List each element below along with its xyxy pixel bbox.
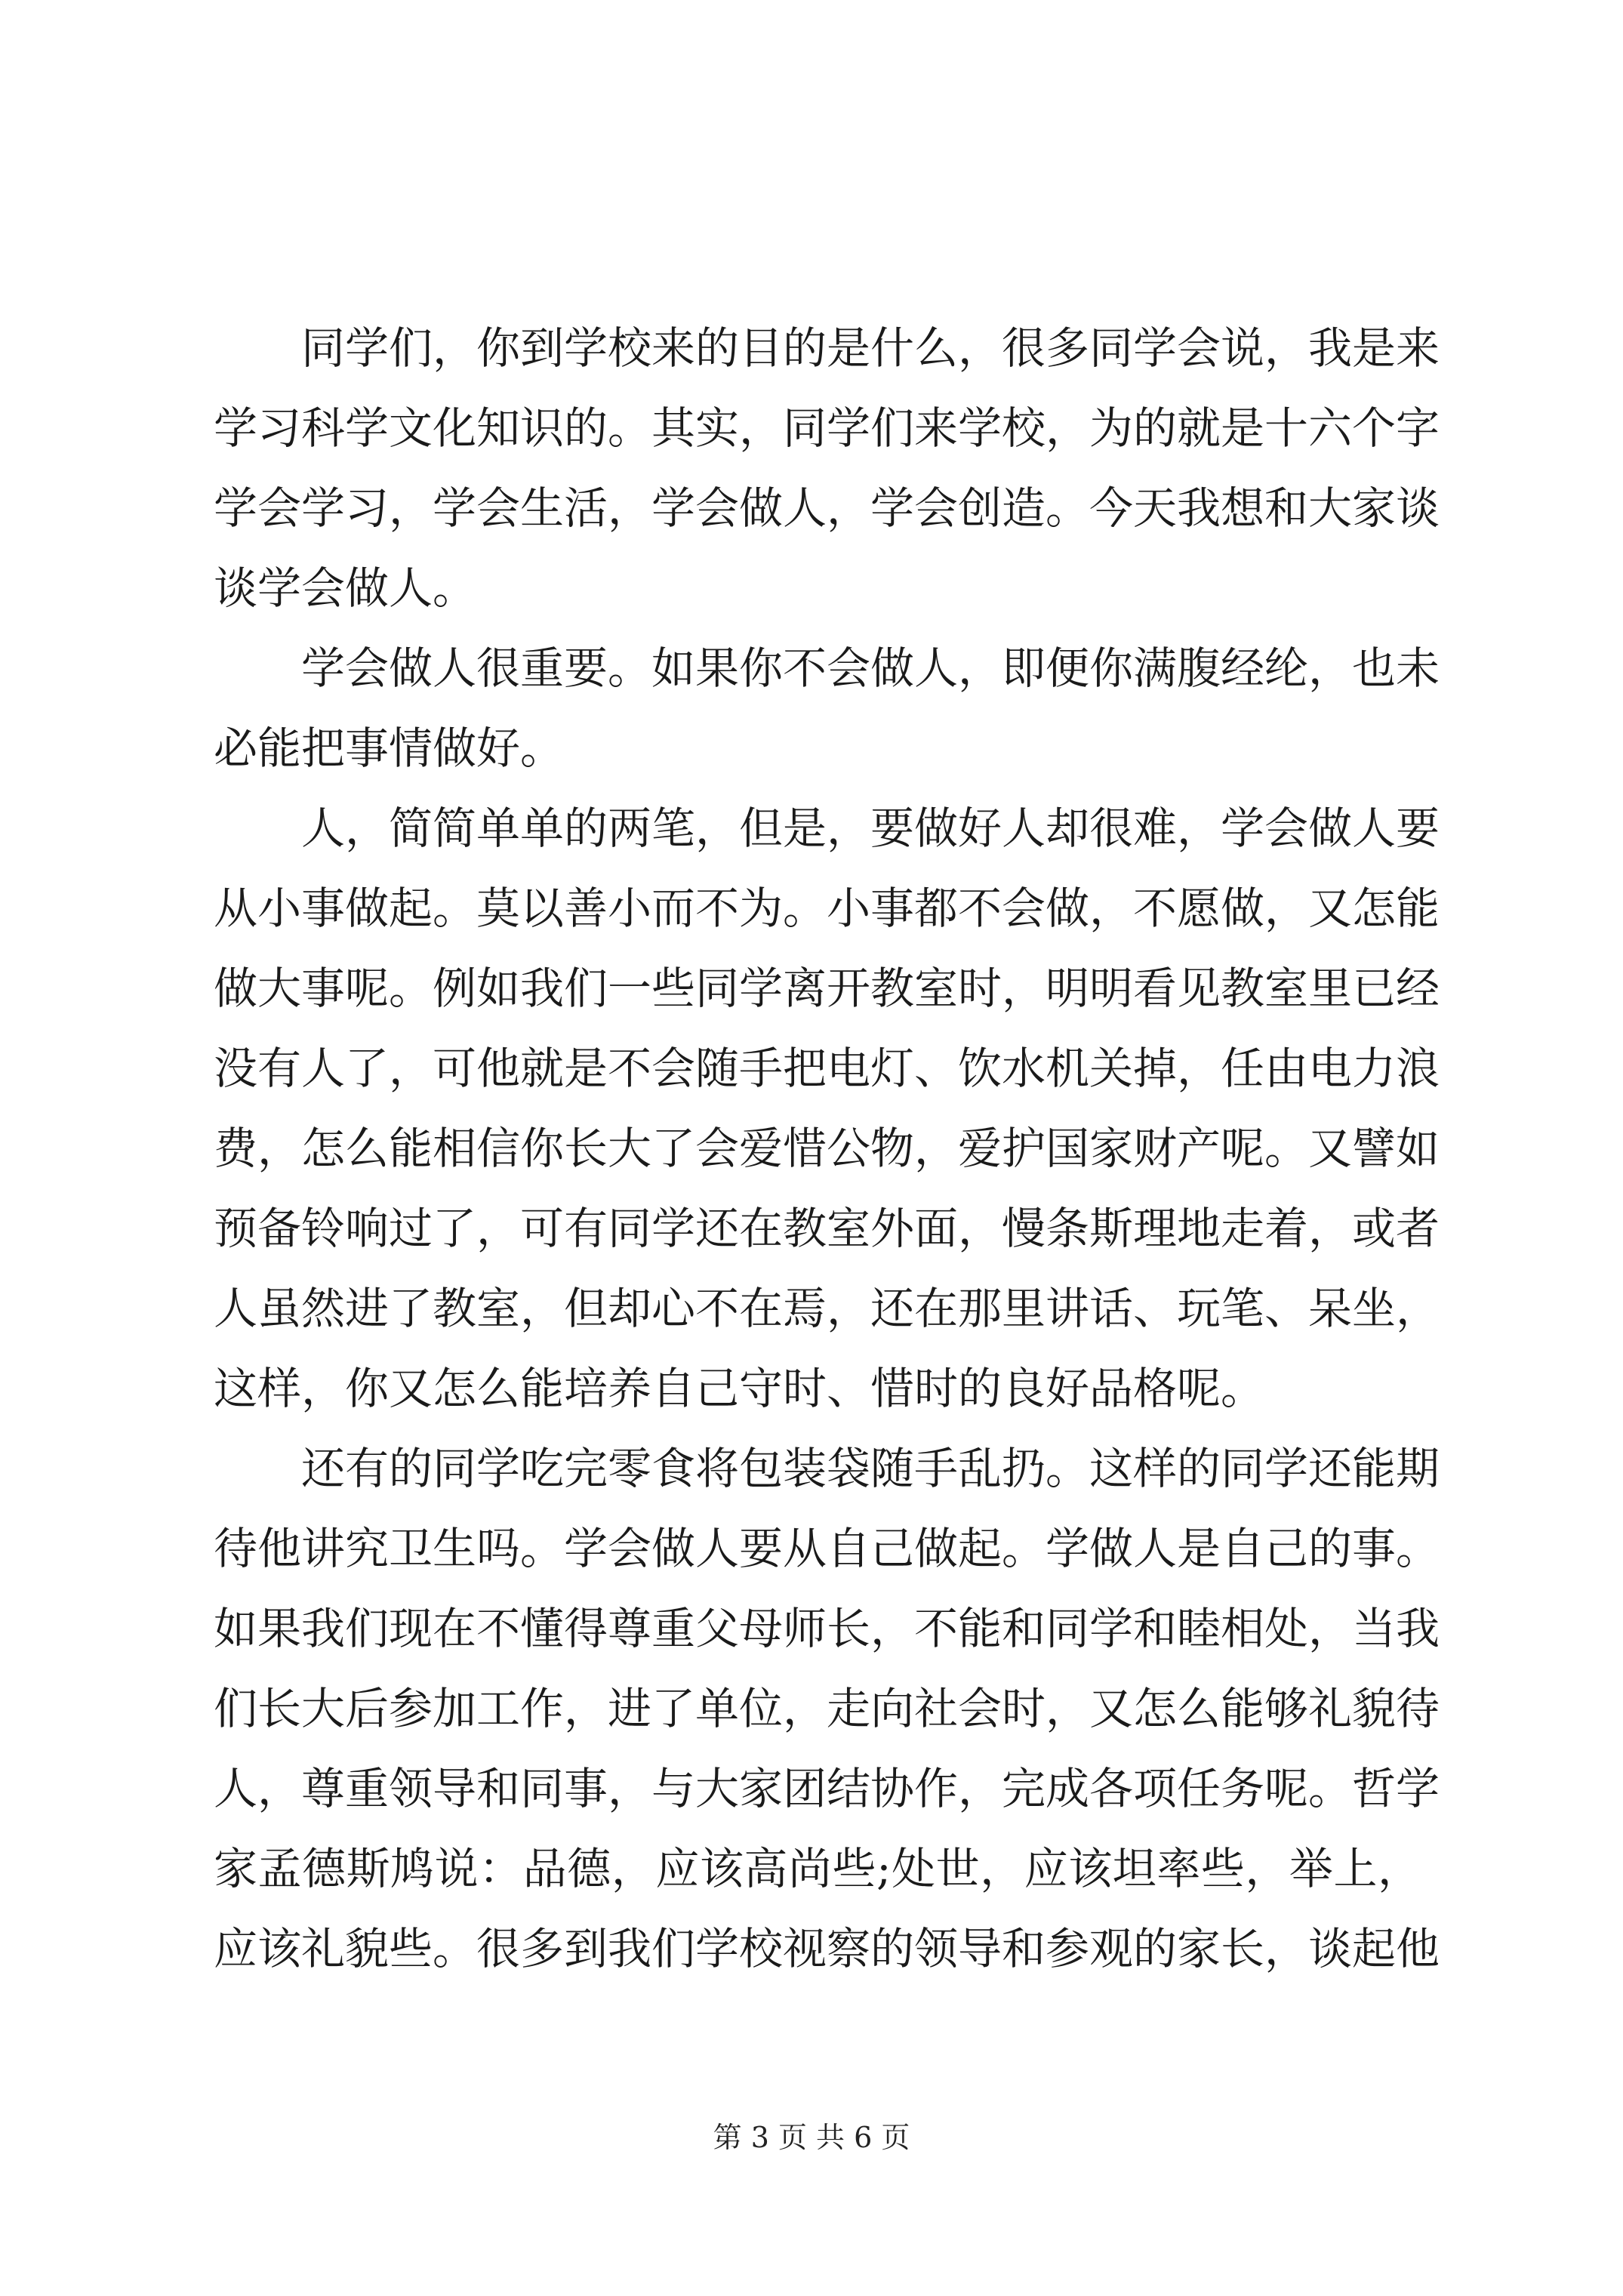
text-line: 应该礼貌些。很多到我们学校视察的领导和参观的家长，谈起他	[214, 1923, 1440, 1974]
text-line: 还有的同学吃完零食将包装袋随手乱扔。这样的同学还能期	[301, 1443, 1440, 1494]
text-line: 预备铃响过了，可有同学还在教室外面，慢条斯理地走着，或者	[214, 1203, 1440, 1254]
text-line: 同学们，你到学校来的目的是什么，很多同学会说，我是来	[301, 322, 1440, 374]
page-number-footer: 第 3 页 共 6 页	[713, 2121, 910, 2154]
text-line: 学会学习，学会生活，学会做人，学会创造。今天我想和大家谈	[214, 482, 1440, 534]
text-line: 待他讲究卫生吗。学会做人要从自己做起。学做人是自己的事。	[214, 1523, 1440, 1574]
paragraph	[214, 1428, 1440, 1989]
paragraph	[214, 788, 1440, 1428]
text-line: 人，简简单单的两笔，但是，要做好人却很难，学会做人要	[301, 803, 1440, 854]
paragraph	[214, 308, 1440, 628]
text-line: 人虽然进了教室，但却心不在焉，还在那里讲话、玩笔、呆坐，	[214, 1283, 1440, 1334]
text-line: 如果我们现在不懂得尊重父母师长，不能和同学和睦相处，当我	[214, 1603, 1440, 1654]
text-line: 没有人了，可他就是不会随手把电灯、饮水机关掉，任由电力浪	[214, 1043, 1440, 1094]
paragraph	[214, 628, 1440, 788]
text-line: 学习科学文化知识的。其实，同学们来学校，为的就是十六个字	[214, 402, 1440, 454]
text-line: 做大事呢。例如我们一些同学离开教室时，明明看见教室里已经	[214, 963, 1440, 1014]
document-body	[214, 308, 1440, 1989]
text-line: 人，尊重领导和同事，与大家团结协作，完成各项任务呢。哲学	[214, 1763, 1440, 1814]
text-line: 家孟德斯鸠说：品德，应该高尚些;处世，应该坦率些，举上，	[214, 1843, 1421, 1894]
text-line: 谈学会做人。	[214, 562, 477, 614]
text-line: 这样，你又怎么能培养自己守时、惜时的良好品格呢。	[214, 1363, 1265, 1414]
text-line: 必能把事情做好。	[214, 723, 565, 774]
text-line: 们长大后参加工作，进了单位，走向社会时，又怎么能够礼貌待	[214, 1683, 1440, 1734]
text-line: 从小事做起。莫以善小而不为。小事都不会做，不愿做，又怎能	[214, 883, 1440, 934]
text-line: 费，怎么能相信你长大了会爱惜公物，爱护国家财产呢。又譬如	[214, 1123, 1440, 1174]
text-line: 学会做人很重要。如果你不会做人，即便你满腹经纶，也未	[301, 643, 1440, 694]
